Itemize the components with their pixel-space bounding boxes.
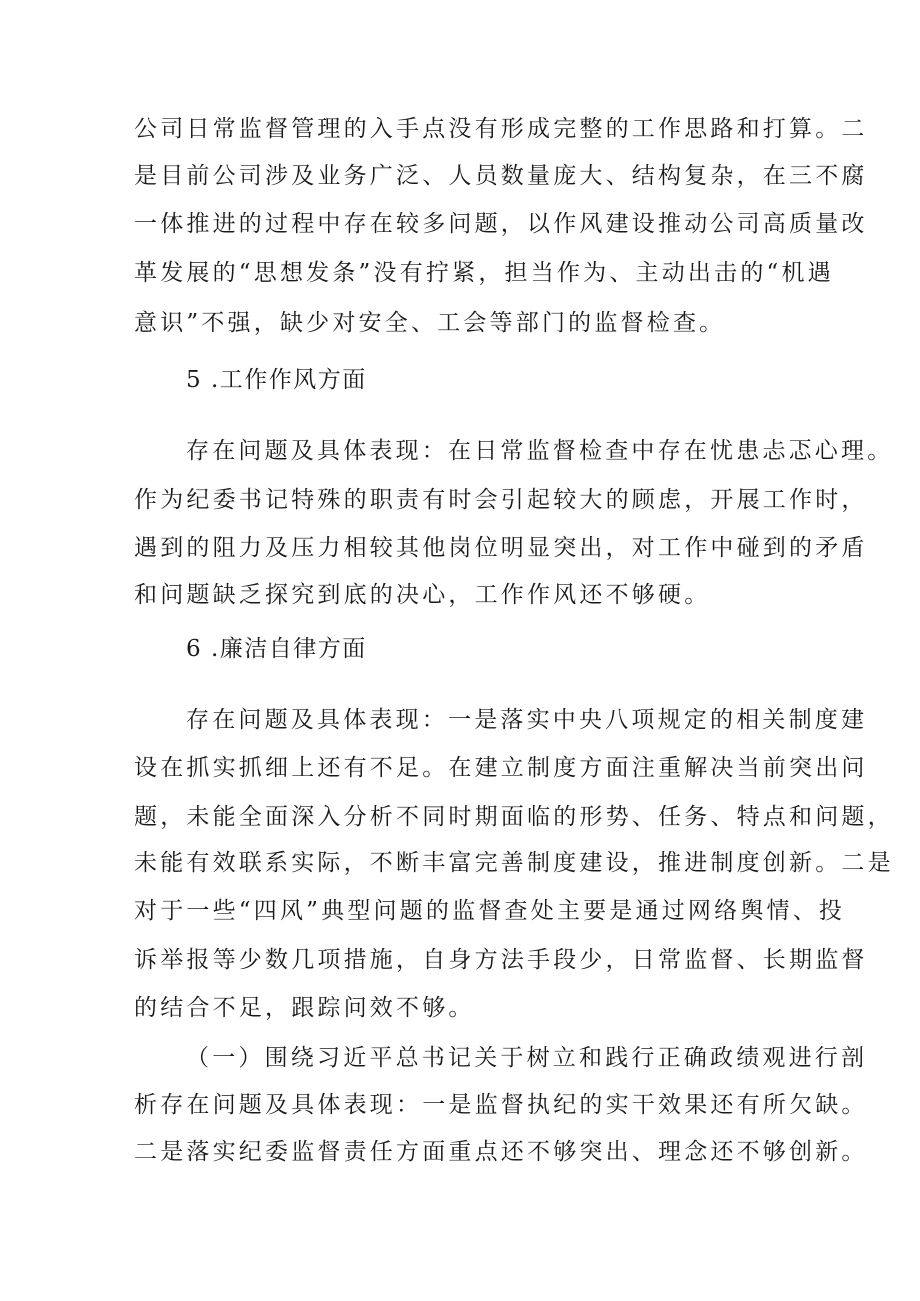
paragraph-line: 意识”不强，缺少对安全、工会等部门的监督检查。: [134, 310, 726, 336]
paragraph-line: 作为纪委书记特殊的职责有时会引起较大的顾虑，开展工作时，: [134, 487, 868, 513]
paragraph-line: （一）围绕习近平总书记关于树立和践行正确政绩观进行剖: [186, 1045, 868, 1071]
paragraph-line: 是目前公司涉及业务广泛、人员数量庞大、结构复杂，在三不腐: [134, 163, 868, 189]
paragraph-line: 遇到的阻力及压力相较其他岗位明显突出，对工作中碰到的矛盾: [134, 535, 868, 561]
section-heading-work-style: 5 .工作作风方面: [186, 367, 367, 393]
paragraph-line: 对于一些“四风”典型问题的监督查处主要是通过网络舆情、投: [134, 898, 846, 924]
section-heading-integrity: 6 .廉洁自律方面: [186, 636, 367, 662]
paragraph-line: 存在问题及具体表现：一是落实中央八项规定的相关制度建: [186, 707, 868, 733]
paragraph-line: 一体推进的过程中存在较多问题，以作风建设推动公司高质量改: [134, 211, 868, 237]
paragraph-line: 革发展的“思想发条”没有拧紧，担当作为、主动出击的“机遇: [134, 260, 834, 286]
paragraph-line: 诉举报等少数几项措施，自身方法手段少，日常监督、长期监督: [134, 947, 868, 973]
paragraph-line: 未能有效联系实际，不断丰富完善制度建设，推进制度创新。二是: [134, 850, 894, 876]
paragraph-line: 析存在问题及具体表现：一是监督执纪的实干效果还有所欠缺。: [134, 1092, 868, 1118]
paragraph-line: 题，未能全面深入分析不同时期面临的形势、任务、特点和问题，: [134, 804, 894, 830]
paragraph-line: 存在问题及具体表现：在日常监督检查中存在忧患忐忑心理。: [186, 438, 894, 464]
paragraph-line: 二是落实纪委监督责任方面重点还不够突出、理念还不够创新。: [134, 1139, 868, 1165]
paragraph-line: 公司日常监督管理的入手点没有形成完整的工作思路和打算。二: [134, 116, 868, 142]
paragraph-line: 设在抓实抓细上还有不足。在建立制度方面注重解决当前突出问: [134, 755, 868, 781]
paragraph-line: 的结合不足，跟踪问效不够。: [134, 995, 475, 1021]
paragraph-line: 和问题缺乏探究到底的决心，工作作风还不够硬。: [134, 582, 711, 608]
